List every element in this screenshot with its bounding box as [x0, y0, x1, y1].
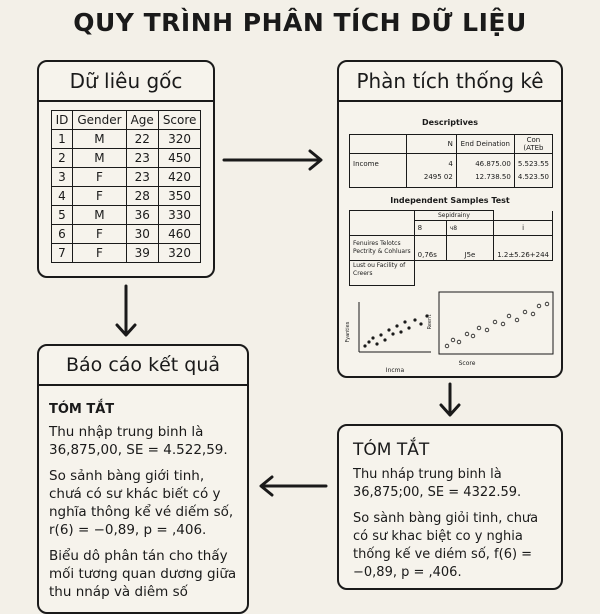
cell: Fenuires Telotcs Pectrity & Cohluars — [350, 236, 415, 261]
page-title: QUY TRÌNH PHÂN TÍCH DỮ LIỆU — [73, 8, 527, 37]
scatter-point — [399, 330, 402, 333]
plot1-ylabel: Fyanties — [345, 321, 351, 343]
cell: F — [73, 244, 126, 263]
arrow-down-icon — [117, 286, 135, 335]
scatter-point — [515, 318, 519, 322]
table-row — [350, 261, 553, 286]
cell: 330 — [158, 206, 201, 225]
table-row — [350, 236, 553, 261]
cell: 23 — [126, 168, 158, 187]
scatter-point — [363, 344, 366, 347]
report-para-2: So sảnh bàng giới tinh, chưá có sư khác biết có y nghĩa thông kể vé diếm số, r(6) = −0,89, p = ,406. — [49, 468, 234, 538]
cell: J5e — [446, 236, 494, 261]
cell: 30 — [126, 225, 158, 244]
cell: N — [407, 135, 456, 154]
scatter-point — [383, 338, 386, 341]
scatter-plots — [339, 290, 561, 376]
scatter-point — [537, 304, 541, 308]
cell: 2 — [51, 149, 73, 168]
plot2-xlabel: Score — [458, 360, 476, 367]
cell: F — [73, 168, 126, 187]
report-subheading: TÓM TẮT — [49, 402, 115, 417]
scatter-point — [403, 320, 406, 323]
stats-heading: Phàn tích thống kê — [339, 62, 561, 102]
scatter-point — [413, 318, 416, 321]
cell: 0,76s — [414, 236, 446, 261]
cell: 6 — [51, 225, 73, 244]
raw-table-header-row — [51, 111, 201, 130]
arrow-down-icon — [441, 384, 459, 415]
table-row — [51, 168, 201, 187]
plot2-points — [445, 302, 549, 348]
descriptives-title: Descriptives — [422, 118, 478, 127]
cell: 28 — [126, 187, 158, 206]
cell: 4 — [51, 187, 73, 206]
cell: M — [73, 206, 126, 225]
scatter-point — [531, 312, 535, 316]
scatter-point — [485, 328, 489, 332]
desc-ci-2: 4.523.50 — [517, 172, 549, 181]
arrow-right-icon — [224, 151, 321, 169]
cell — [494, 211, 553, 221]
arrow-left-icon — [261, 477, 326, 495]
scatter-point — [507, 314, 511, 318]
cell: 1.2±5.26+244 — [494, 236, 553, 261]
scatter-point — [523, 310, 527, 314]
scatter-point — [545, 302, 549, 306]
raw-data-table — [51, 110, 202, 263]
scatter-point — [387, 328, 390, 331]
cell: 39 — [126, 244, 158, 263]
cell: 23 — [126, 149, 158, 168]
cell: 3 — [51, 168, 73, 187]
cell: 320 — [158, 244, 201, 263]
scatter-point — [501, 322, 505, 326]
raw-col-header: ID — [51, 111, 73, 130]
cell: 350 — [158, 187, 201, 206]
table-row — [350, 135, 553, 154]
raw-col-header: Age — [126, 111, 158, 130]
descriptives-table — [349, 134, 553, 188]
cell: 36 — [126, 206, 158, 225]
scatter-point — [419, 322, 422, 325]
report-para-3: Biểu dô phân tán cho thấy mối tương quan dương giữa thu nnáp và diêm số — [49, 548, 237, 600]
cell — [514, 154, 552, 188]
desc-ci-1: 5.523.55 — [517, 159, 549, 168]
plot2-ylabel: Reerit — [427, 314, 433, 330]
cell — [350, 211, 415, 236]
cell: Income — [350, 154, 407, 188]
summary-para-1: Thu nháp trung binh là 36,875;00, SE = 4322.59. — [353, 467, 522, 500]
cell — [350, 135, 407, 154]
cell: F — [73, 225, 126, 244]
scatter-point — [407, 326, 410, 329]
scatter-point — [367, 340, 370, 343]
scatter-point — [445, 344, 449, 348]
desc-sd-2: 12.738.50 — [475, 172, 511, 181]
table-row — [51, 187, 201, 206]
desc-sd-1: 46.875.00 — [475, 159, 511, 168]
cell: 8 — [414, 221, 446, 236]
cell: 5 — [51, 206, 73, 225]
cell: End Deination — [456, 135, 514, 154]
scatter-point — [395, 324, 398, 327]
scatter-point — [477, 326, 481, 330]
cell — [414, 261, 552, 286]
scatter-point — [451, 338, 455, 342]
summary-para-2: So sành bàng giỏi tinh, chưa có sư khac biệt co y nghia thống kế ve diém số, f(6) = −0,89, p = ,406. — [353, 511, 539, 580]
cell — [407, 154, 456, 188]
raw-col-header: Gender — [73, 111, 126, 130]
cell — [456, 154, 514, 188]
scatter-point — [391, 332, 394, 335]
plot1-points — [363, 314, 428, 347]
scatter-point — [471, 334, 475, 338]
cell: ч8 — [446, 221, 494, 236]
cell: i — [494, 221, 553, 236]
raw-col-header: Score — [158, 111, 201, 130]
cell: 460 — [158, 225, 201, 244]
report-content — [39, 386, 247, 614]
table-row — [51, 225, 201, 244]
ttest-title: Independent Samples Test — [390, 196, 510, 205]
table-row — [51, 149, 201, 168]
table-row — [350, 154, 553, 188]
cell: 450 — [158, 149, 201, 168]
cell: 320 — [158, 130, 201, 149]
desc-n-1: 4 — [448, 159, 453, 168]
summary-box — [337, 424, 563, 590]
stats-box — [337, 60, 563, 378]
report-heading: Báo cáo kết quả — [39, 346, 247, 386]
cell: Con (ATEb — [514, 135, 552, 154]
scatter-point — [493, 320, 497, 324]
cell: Sepidrainy — [414, 211, 494, 221]
table-row — [51, 206, 201, 225]
table-row — [51, 244, 201, 263]
cell: M — [73, 149, 126, 168]
cell: 420 — [158, 168, 201, 187]
scatter-point — [379, 333, 382, 336]
cell: 22 — [126, 130, 158, 149]
cell: M — [73, 130, 126, 149]
desc-n-2: 2495 02 — [423, 172, 453, 181]
cell: 1 — [51, 130, 73, 149]
table-row — [51, 130, 201, 149]
scatter-point — [465, 332, 469, 336]
scatter-point — [375, 342, 378, 345]
report-box — [37, 344, 249, 614]
cell: Lust ou Facility of Creers — [350, 261, 415, 286]
raw-data-box — [37, 60, 215, 278]
raw-data-heading: Dữ liêu gốc — [39, 62, 213, 102]
scatter-point — [371, 336, 374, 339]
scatter-point — [457, 340, 461, 344]
plot1-xlabel: Incma — [385, 367, 405, 374]
table-row — [350, 211, 553, 221]
ttest-table — [349, 210, 553, 286]
summary-heading: TÓM TẮT — [353, 440, 430, 460]
report-para-1: Thu nhập trung binh là 36,875,00, SE = 4.522,59. — [49, 424, 228, 458]
cell: F — [73, 187, 126, 206]
cell: 7 — [51, 244, 73, 263]
